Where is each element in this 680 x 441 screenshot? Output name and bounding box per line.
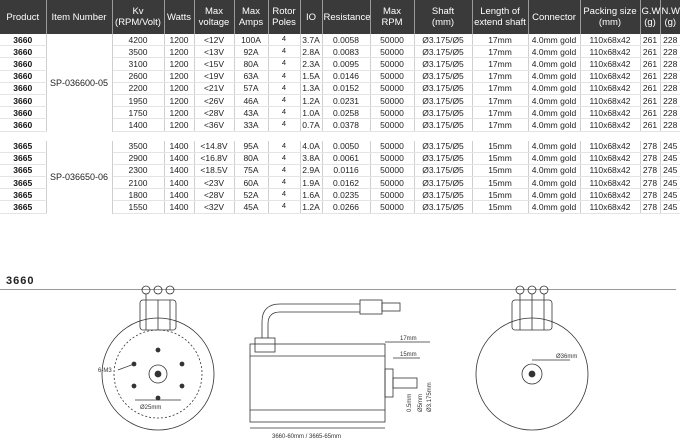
table-cell: 4: [268, 46, 300, 58]
table-cell: 1.3A: [300, 82, 322, 94]
table-cell: 50000: [370, 107, 414, 119]
table-cell: 228: [660, 46, 680, 58]
table-cell: 3.8A: [300, 152, 322, 164]
table-cell: 43A: [234, 107, 268, 119]
shaft: [393, 378, 417, 388]
table-cell: 50000: [370, 70, 414, 82]
table-cell: 110x68x42: [580, 189, 640, 201]
table-cell: 1.2A: [300, 201, 322, 213]
side-shaft15-label: 15mm: [400, 352, 417, 358]
table-cell: 3660: [0, 70, 46, 82]
table-cell: 4.0mm gold: [528, 70, 580, 82]
table-cell: <28V: [194, 107, 234, 119]
table-cell: 0.0162: [322, 177, 370, 189]
table-cell: 261: [640, 34, 660, 46]
screw-hole-3: [132, 384, 136, 388]
table-cell: 52A: [234, 189, 268, 201]
front-screw-label: 6-M3: [98, 368, 112, 374]
table-cell: 278: [640, 152, 660, 164]
table-cell: 4: [268, 82, 300, 94]
group-spacer: [0, 131, 680, 141]
table-cell: 4: [268, 201, 300, 213]
table-cell: 1400: [164, 177, 194, 189]
table-cell: 0.0058: [322, 34, 370, 46]
table-body: [0, 34, 680, 213]
table-cell: 17mm: [472, 46, 528, 58]
table-cell: 261: [640, 46, 660, 58]
table-cell: 0.0116: [322, 164, 370, 176]
table-cell: 1400: [164, 141, 194, 153]
column-header-13: Packing size (mm): [580, 0, 640, 34]
table-cell: 17mm: [472, 107, 528, 119]
table-cell: 261: [640, 70, 660, 82]
screw-hole-4: [180, 384, 184, 388]
table-cell: 245: [660, 189, 680, 201]
table-cell: 4: [268, 107, 300, 119]
table-cell: 4.0mm gold: [528, 58, 580, 70]
table-cell: 1200: [164, 119, 194, 131]
connector-2-icon: [154, 286, 162, 294]
column-header-5: Max Amps: [234, 0, 268, 34]
table-cell: 80A: [234, 58, 268, 70]
table-cell: 1550: [112, 201, 164, 213]
table-cell: 4.0mm gold: [528, 152, 580, 164]
table-cell: 110x68x42: [580, 141, 640, 153]
table-cell: 3500: [112, 141, 164, 153]
column-header-15: N.W (g): [660, 0, 680, 34]
table-cell: 278: [640, 141, 660, 153]
side-d3-label: Ø3.175mm: [427, 382, 433, 412]
table-cell: 0.0095: [322, 58, 370, 70]
table-cell: 110x68x42: [580, 164, 640, 176]
table-cell: 75A: [234, 164, 268, 176]
table-cell: Ø3.175/Ø5: [414, 152, 472, 164]
table-cell: 50000: [370, 58, 414, 70]
table-cell: 228: [660, 94, 680, 106]
side-view-drawing: [250, 300, 430, 428]
table-cell: 4.0mm gold: [528, 94, 580, 106]
side-length-label: 3660-60mm / 3665-65mm: [272, 434, 342, 440]
table-cell: <13V: [194, 46, 234, 58]
table-cell: Ø3.175/Ø5: [414, 82, 472, 94]
connector-1-icon: [142, 286, 150, 294]
table-cell: 4.0mm gold: [528, 201, 580, 213]
table-cell: 0.0378: [322, 119, 370, 131]
table-cell: Ø3.175/Ø5: [414, 107, 472, 119]
table-cell: <26V: [194, 94, 234, 106]
table-cell: 1200: [164, 82, 194, 94]
table-row: [0, 141, 680, 153]
table-cell: 0.0146: [322, 70, 370, 82]
spec-table: [0, 0, 680, 214]
table-cell: 4.0mm gold: [528, 164, 580, 176]
table-cell: 17mm: [472, 119, 528, 131]
table-cell: 245: [660, 164, 680, 176]
table-cell: 57A: [234, 82, 268, 94]
table-cell: 4: [268, 177, 300, 189]
table-cell: 2300: [112, 164, 164, 176]
table-cell: Ø3.175/Ø5: [414, 58, 472, 70]
table-cell: 95A: [234, 141, 268, 153]
table-cell: 4.0mm gold: [528, 107, 580, 119]
column-header-14: G.W (g): [640, 0, 660, 34]
table-cell: 1200: [164, 107, 194, 119]
table-cell: 15mm: [472, 164, 528, 176]
screw-hole-5: [156, 348, 160, 352]
table-cell: 3665: [0, 189, 46, 201]
table-cell: 1200: [164, 34, 194, 46]
table-cell: <21V: [194, 82, 234, 94]
table-cell: 110x68x42: [580, 119, 640, 131]
table-cell: 0.0050: [322, 141, 370, 153]
table-cell: 50000: [370, 34, 414, 46]
item-number-cell: SP-036600-05: [46, 34, 112, 131]
table-cell: 3.7A: [300, 34, 322, 46]
table-cell: 110x68x42: [580, 58, 640, 70]
table-cell: 45A: [234, 201, 268, 213]
table-cell: 1400: [164, 164, 194, 176]
connector-plug-icon: [360, 300, 382, 314]
table-cell: 228: [660, 58, 680, 70]
table-cell: 4.0mm gold: [528, 177, 580, 189]
table-cell: 3100: [112, 58, 164, 70]
table-cell: 3660: [0, 107, 46, 119]
screw-hole-6: [156, 396, 160, 400]
cable-path-inner: [268, 312, 360, 338]
table-cell: 3500: [112, 46, 164, 58]
table-cell: <15V: [194, 58, 234, 70]
table-cell: 15mm: [472, 152, 528, 164]
table-cell: <18.5V: [194, 164, 234, 176]
table-cell: 4: [268, 34, 300, 46]
table-cell: 110x68x42: [580, 201, 640, 213]
table-cell: 278: [640, 201, 660, 213]
connector-pin-icon: [382, 303, 400, 311]
table-cell: 1800: [112, 189, 164, 201]
table-cell: Ø3.175/Ø5: [414, 141, 472, 153]
table-cell: 80A: [234, 152, 268, 164]
table-cell: 110x68x42: [580, 94, 640, 106]
table-cell: Ø3.175/Ø5: [414, 46, 472, 58]
table-cell: Ø3.175/Ø5: [414, 70, 472, 82]
column-header-12: Connector: [528, 0, 580, 34]
side-gap-label: 0.5mm: [407, 393, 413, 412]
table-cell: 50000: [370, 189, 414, 201]
back-wires: [520, 294, 544, 330]
table-cell: 1200: [164, 46, 194, 58]
column-header-8: Resistance: [322, 0, 370, 34]
table-cell: 4: [268, 141, 300, 153]
table-cell: 17mm: [472, 70, 528, 82]
table-cell: 261: [640, 107, 660, 119]
table-cell: 15mm: [472, 201, 528, 213]
table-cell: 1200: [164, 58, 194, 70]
table-cell: 15mm: [472, 141, 528, 153]
table-cell: 3660: [0, 119, 46, 131]
table-cell: 4.0mm gold: [528, 34, 580, 46]
table-cell: <12V: [194, 34, 234, 46]
table-cell: Ø3.175/Ø5: [414, 189, 472, 201]
table-cell: <36V: [194, 119, 234, 131]
table-cell: 17mm: [472, 58, 528, 70]
table-cell: 50000: [370, 94, 414, 106]
table-cell: 4.0A: [300, 141, 322, 153]
table-cell: Ø3.175/Ø5: [414, 119, 472, 131]
connector-3-icon: [166, 286, 174, 294]
screw-leader: [118, 364, 134, 370]
table-cell: 1400: [164, 189, 194, 201]
table-cell: 4.0mm gold: [528, 189, 580, 201]
table-cell: 110x68x42: [580, 46, 640, 58]
table-cell: 245: [660, 177, 680, 189]
back-connector-1-icon: [516, 286, 524, 294]
table-cell: 50000: [370, 152, 414, 164]
table-cell: <16.8V: [194, 152, 234, 164]
back-connector-3-icon: [540, 286, 548, 294]
table-cell: 17mm: [472, 82, 528, 94]
table-cell: 1400: [112, 119, 164, 131]
table-cell: 3665: [0, 201, 46, 213]
table-cell: 110x68x42: [580, 177, 640, 189]
table-cell: <28V: [194, 189, 234, 201]
table-cell: 1.0A: [300, 107, 322, 119]
table-cell: 228: [660, 82, 680, 94]
table-cell: 261: [640, 82, 660, 94]
column-header-6: Rotor Poles: [268, 0, 300, 34]
item-number-cell: SP-036650-06: [46, 141, 112, 214]
table-cell: 1200: [164, 94, 194, 106]
table-cell: 3665: [0, 152, 46, 164]
table-cell: 245: [660, 141, 680, 153]
table-cell: 3665: [0, 164, 46, 176]
table-cell: 0.0266: [322, 201, 370, 213]
column-header-3: Watts: [164, 0, 194, 34]
table-cell: 92A: [234, 46, 268, 58]
table-cell: 4: [268, 94, 300, 106]
table-cell: 4.0mm gold: [528, 82, 580, 94]
table-cell: 3665: [0, 141, 46, 153]
cable-exit-block: [255, 338, 275, 352]
table-cell: 278: [640, 189, 660, 201]
table-cell: 2900: [112, 152, 164, 164]
table-cell: 4: [268, 164, 300, 176]
table-cell: Ø3.175/Ø5: [414, 177, 472, 189]
table-cell: 4: [268, 152, 300, 164]
table-cell: 110x68x42: [580, 152, 640, 164]
table-cell: 50000: [370, 164, 414, 176]
back-connector-2-icon: [528, 286, 536, 294]
section-title: 3660: [6, 275, 35, 287]
table-header-row: [0, 0, 680, 34]
table-cell: 50000: [370, 141, 414, 153]
back-shaft-icon: [529, 371, 535, 377]
table-cell: 3660: [0, 58, 46, 70]
front-boss: [385, 369, 393, 397]
table-cell: 1.9A: [300, 177, 322, 189]
column-header-1: Item Number: [46, 0, 112, 34]
table-cell: 1.5A: [300, 70, 322, 82]
table-cell: 2200: [112, 82, 164, 94]
front-diameter-label: Ø25mm: [140, 405, 162, 411]
table-cell: 60A: [234, 177, 268, 189]
table-cell: 4: [268, 189, 300, 201]
table-cell: <23V: [194, 177, 234, 189]
table-cell: Ø3.175/Ø5: [414, 201, 472, 213]
table-cell: 261: [640, 119, 660, 131]
table-cell: 0.0083: [322, 46, 370, 58]
table-cell: 228: [660, 107, 680, 119]
table-cell: 50000: [370, 82, 414, 94]
table-cell: 228: [660, 34, 680, 46]
table-cell: 17mm: [472, 94, 528, 106]
table-cell: 1950: [112, 94, 164, 106]
table-cell: 3660: [0, 82, 46, 94]
table-cell: 2600: [112, 70, 164, 82]
table-cell: 0.0231: [322, 94, 370, 106]
table-cell: 110x68x42: [580, 82, 640, 94]
table-cell: 261: [640, 58, 660, 70]
table-cell: 4.0mm gold: [528, 141, 580, 153]
table-cell: 1.2A: [300, 94, 322, 106]
table-cell: 2.8A: [300, 46, 322, 58]
table-cell: Ø3.175/Ø5: [414, 34, 472, 46]
table-cell: <14.8V: [194, 141, 234, 153]
column-header-10: Shaft (mm): [414, 0, 472, 34]
screw-hole-2: [180, 362, 184, 366]
side-shaft17-label: 17mm: [400, 336, 417, 342]
column-header-7: IO: [300, 0, 322, 34]
table-cell: 0.0235: [322, 189, 370, 201]
table-cell: 100A: [234, 34, 268, 46]
table-cell: 1750: [112, 107, 164, 119]
table-cell: 17mm: [472, 34, 528, 46]
column-header-2: Kv (RPM/Volt): [112, 0, 164, 34]
table-cell: 2.3A: [300, 58, 322, 70]
table-cell: 110x68x42: [580, 34, 640, 46]
table-cell: 1400: [164, 152, 194, 164]
table-cell: 245: [660, 152, 680, 164]
table-cell: 33A: [234, 119, 268, 131]
cable-path: [262, 304, 360, 338]
table-cell: 228: [660, 119, 680, 131]
table-cell: 15mm: [472, 177, 528, 189]
table-cell: 3660: [0, 34, 46, 46]
column-header-9: Max RPM: [370, 0, 414, 34]
table-cell: 278: [640, 164, 660, 176]
technical-drawings: [0, 290, 676, 441]
table-cell: 1.6A: [300, 189, 322, 201]
table-cell: 3660: [0, 46, 46, 58]
table-cell: 50000: [370, 201, 414, 213]
table-cell: 110x68x42: [580, 70, 640, 82]
column-header-0: Product: [0, 0, 46, 34]
table-cell: Ø3.175/Ø5: [414, 94, 472, 106]
table-cell: <19V: [194, 70, 234, 82]
table-cell: 4: [268, 58, 300, 70]
table-cell: 228: [660, 70, 680, 82]
table-cell: 2100: [112, 177, 164, 189]
table-cell: 46A: [234, 94, 268, 106]
table-cell: 3665: [0, 177, 46, 189]
table-cell: 245: [660, 201, 680, 213]
table-cell: 3660: [0, 94, 46, 106]
table-cell: 50000: [370, 177, 414, 189]
table-cell: 110x68x42: [580, 107, 640, 119]
table-cell: 4.0mm gold: [528, 119, 580, 131]
table-cell: 261: [640, 94, 660, 106]
table-cell: 15mm: [472, 189, 528, 201]
table-cell: 0.0258: [322, 107, 370, 119]
table-row: [0, 34, 680, 46]
table-cell: 4200: [112, 34, 164, 46]
table-cell: 50000: [370, 46, 414, 58]
table-cell: Ø3.175/Ø5: [414, 164, 472, 176]
front-shaft-icon: [155, 371, 161, 377]
table-cell: 4.0mm gold: [528, 46, 580, 58]
back-diameter-label: Ø36mm: [556, 354, 578, 360]
table-cell: 0.0152: [322, 82, 370, 94]
table-cell: 4: [268, 119, 300, 131]
table-cell: 4: [268, 70, 300, 82]
table-cell: 0.7A: [300, 119, 322, 131]
table-cell: 1200: [164, 70, 194, 82]
table-cell: 1400: [164, 201, 194, 213]
column-header-4: Max voltage: [194, 0, 234, 34]
side-d5-label: Ø5mm: [418, 394, 424, 412]
column-header-11: Length of extend shaft: [472, 0, 528, 34]
table-cell: 50000: [370, 119, 414, 131]
table-cell: 278: [640, 177, 660, 189]
table-cell: <32V: [194, 201, 234, 213]
table-cell: 2.9A: [300, 164, 322, 176]
table-cell: 63A: [234, 70, 268, 82]
table-cell: 0.0061: [322, 152, 370, 164]
